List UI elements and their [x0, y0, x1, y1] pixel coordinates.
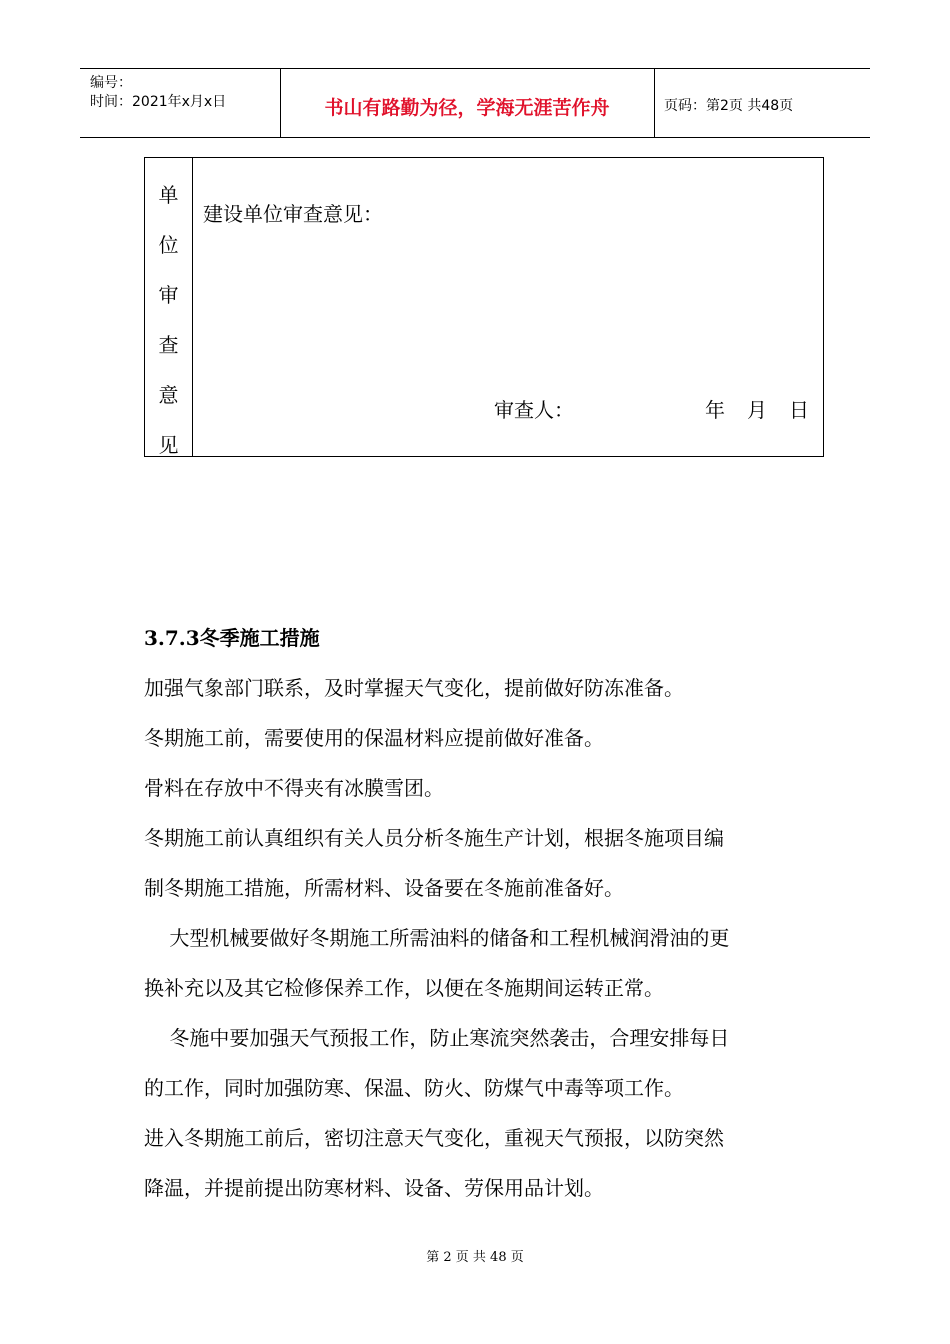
header-divider: [654, 69, 655, 137]
review-table: [144, 157, 824, 457]
paragraph-line: 换补充以及其它检修保养工作，以便在冬施期间运转正常。: [144, 976, 664, 1000]
reviewer-label: 审查人：: [494, 398, 574, 422]
vertical-label-char: 查: [158, 333, 179, 357]
page-footer: 第 2 页 共 48 页: [426, 1250, 524, 1265]
paragraph-line: 冬施中要加强天气预报工作，防止寒流突然袭击，合理安排每日: [144, 1026, 730, 1050]
paragraph-line: 制冬期施工措施，所需材料、设备要在冬施前准备好。: [144, 876, 624, 900]
header-motto: 书山有路勤为径，学海无涯苦作舟: [324, 97, 610, 119]
document-time-label: 时间：2021年x月x日: [90, 94, 227, 110]
paragraph-line: 冬期施工前，需要使用的保温材料应提前做好准备。: [144, 726, 604, 750]
paragraph-line: 的工作，同时加强防寒、保温、防火、防煤气中毒等项工作。: [144, 1076, 684, 1100]
vertical-label-char: 位: [158, 233, 179, 257]
paragraph-line: 骨料在存放中不得夹有冰膜雪团。: [144, 776, 444, 800]
vertical-label-char: 见: [158, 433, 179, 457]
opinion-label: 建设单位审查意见：: [203, 202, 383, 226]
vertical-label: [145, 170, 192, 470]
header-page-info: 页码：第2页 共48页: [664, 98, 794, 114]
date-year: 年: [705, 398, 725, 422]
paragraph-line: 大型机械要做好冬期施工所需油料的储备和工程机械润滑油的更: [144, 926, 730, 950]
page-header: [80, 68, 870, 138]
date-month: 月: [747, 398, 767, 422]
vertical-label-char: 审: [158, 283, 179, 307]
date-field: [705, 394, 809, 423]
document-code-label: 编号：: [90, 75, 132, 91]
paragraph-line: 加强气象部门联系，及时掌握天气变化，提前做好防冻准备。: [144, 676, 684, 700]
paragraph-line: 进入冬期施工前后，密切注意天气变化，重视天气预报，以防突然: [144, 1126, 724, 1150]
vertical-label-char: 单: [158, 183, 179, 207]
paragraph-line: 冬期施工前认真组织有关人员分析冬施生产计划，根据冬施项目编: [144, 826, 724, 850]
section-title: 3.7.3冬季施工措施: [144, 626, 320, 650]
table-divider: [192, 158, 193, 456]
paragraph-line: 降温，并提前提出防寒材料、设备、劳保用品计划。: [144, 1176, 604, 1200]
vertical-label-char: 意: [158, 383, 179, 407]
date-day: 日: [789, 398, 809, 422]
